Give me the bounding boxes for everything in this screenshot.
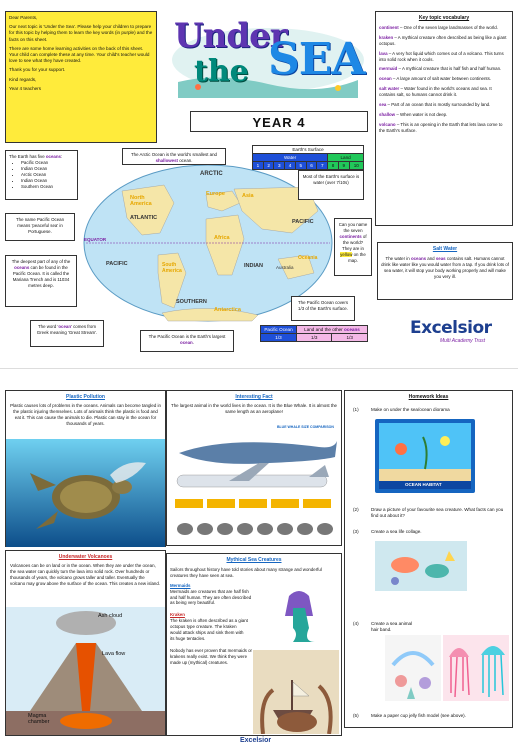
pollution-text: Plastic causes lots of problems in the oceans. Animals can become tangled in the plastic injuring themselves. Lots of animals think the plastic is food and eat it. This can cause the animals to die. Plastic can stay in the ocean for thousands of years.	[10, 402, 161, 426]
logo-name: Excelsior	[410, 318, 492, 338]
pacific-largest-fact: The Pacific Ocean is the Earth's largest ocean.	[140, 330, 234, 352]
continents-question: Can you name the seven continents of the world? They are in yellow on the map.	[334, 218, 372, 276]
map-label-south-america: South America	[162, 262, 182, 274]
pacific-column-label: Pacific Ocean	[261, 326, 297, 334]
surface-cell: 10	[349, 162, 363, 170]
surface-cell: 4	[285, 162, 296, 170]
deepest-fact: The deepest part of any of the oceans can be found in the Pacific Ocean. It is called the Mariana Trench and is 11034 metres deep.	[5, 255, 77, 307]
homework-item: (3) Create a sea life collage.	[353, 529, 422, 534]
pacific-fraction-table	[260, 325, 368, 342]
map-label-atlantic: ATLANTIC	[130, 215, 158, 221]
letter-greeting: Dear Parents,	[9, 15, 38, 20]
map-label-north-america: North America	[130, 195, 152, 208]
homework-title: Homework Ideas	[408, 394, 449, 400]
underwater-volcanoes-box	[5, 550, 166, 736]
surface-cell: 9	[338, 162, 349, 170]
vocab-item: ocean – A large amount of salt water between continents.	[379, 76, 492, 82]
map-label-indian: INDIAN	[244, 263, 263, 269]
excelsior-logo	[410, 318, 500, 352]
vocab-item: sea – Part of an ocean that is mostly surrounded by land.	[379, 102, 491, 108]
vocab-item: kraken – A mythical creature often described as being like a giant octopus.	[379, 34, 507, 46]
fact-title: Interesting Fact	[235, 394, 273, 400]
map-label-europe: Europe	[206, 191, 225, 197]
volcanoes-title: Underwater Volcanoes	[58, 554, 113, 560]
kraken-picture	[253, 650, 339, 734]
surface-table-title: Earth's Surface	[253, 146, 364, 154]
ocean-list-item: • Indian Ocean	[21, 166, 74, 172]
salt-water-box	[377, 242, 513, 300]
pacific-third-fact: The Pacific Ocean covers 1/3 of the Earth's surface.	[291, 296, 355, 321]
surface-cell: 5	[295, 162, 306, 170]
vocab-box	[375, 11, 513, 226]
kraken-text: The kraken is often described as a giant octopus type creature. The kraken would attack ships and sink them with its huge tentacles.	[170, 618, 248, 642]
vocab-item: salt water – Water found in the world's oceans and sea. It contains salt, so humans cannot drink it.	[379, 86, 492, 98]
letter-paragraph-2: There are some home learning activities on the back of this sheet. Your child can complete these at any time. Your child's teacher would love to see what they have created.	[9, 45, 150, 64]
map-label-oceania: Oceania	[298, 255, 318, 261]
ocean-list	[9, 160, 74, 190]
fraction-cell: 1/3	[261, 334, 297, 342]
label-magma-chamber: Magma chamber	[28, 713, 50, 726]
mermaid-art	[263, 588, 333, 644]
sea-collage-photo	[375, 541, 467, 591]
salt-water-text: The water in oceans and seas contains salt. Humans cannot drink like water like you would water from a tap. If you drink lots of sea water, it will stop your body working properly and will make you very ill.	[381, 255, 509, 279]
map-label-asia: Asia	[242, 193, 254, 199]
vocab-title: Key topic vocabulary	[418, 15, 470, 21]
banner-word-the: the	[194, 54, 249, 89]
plastic-pollution-box	[5, 390, 166, 547]
land-oceans-label: Land and the other oceans	[297, 326, 368, 334]
label-lava-flow: Lava flow	[102, 651, 126, 657]
page-fold-divider	[0, 368, 518, 369]
hair-band-art	[385, 635, 441, 701]
parent-letter	[5, 11, 157, 143]
most-surface-fact: Most of the Earth's surface is water (over 7/10s)	[298, 170, 364, 200]
surface-cell: 7	[317, 162, 328, 170]
mermaids-title: Mermaids	[170, 582, 191, 588]
letter-paragraph-3: Thank you for your support.	[9, 67, 66, 73]
map-label-australia: Australia	[276, 265, 294, 270]
homework-item: (2) Draw a picture of your favourite sea creature. What facts can you find out about it?	[353, 507, 504, 519]
map-label-equator: EQUATOR	[84, 237, 107, 242]
vocab-item: continent – One of the seven large landmasses of the world.	[379, 24, 498, 30]
surface-water-label: Water	[253, 154, 328, 162]
turtle-photo	[6, 439, 165, 547]
homework-item: (4) Create a sea animal hair band.	[353, 621, 413, 633]
map-label-southern: SOUTHERN	[176, 299, 207, 305]
map-label-africa: Africa	[214, 235, 230, 241]
hair-band-photo	[385, 635, 441, 701]
homework-item: (1) Make on under the sea/ocean diorama	[353, 407, 450, 412]
earth-surface-table	[252, 145, 364, 170]
kraken-art	[253, 650, 339, 734]
ocean-list-item: • Indian Ocean	[21, 178, 74, 184]
surface-cell: 1	[253, 162, 264, 170]
surface-cell: 2	[263, 162, 274, 170]
myth-title: Mythical Sea Creatures	[226, 557, 282, 563]
mythical-creatures-box	[166, 553, 342, 736]
myth-intro: Sailors throughout history have told stories about many strange and wonderful creatures they have seen at sea.	[170, 566, 322, 578]
banner-word-under: Under	[174, 16, 287, 56]
mermaid-picture	[263, 588, 333, 644]
label-ash-cloud: Ash cloud	[98, 613, 123, 619]
surface-cell: 8	[328, 162, 339, 170]
surface-cell: 6	[306, 162, 317, 170]
title-banner	[168, 12, 368, 98]
year-box: YEAR 4	[190, 111, 368, 132]
jellyfish-model-photo	[443, 635, 509, 701]
ocean-word-origin: The word 'ocean' comes from Greek meaning 'Great Stream'.	[30, 320, 104, 347]
mermaids-text: Mermaids are creatures that are half fish and half human. They are often described as being very beautiful.	[170, 588, 252, 606]
fact-text: The largest animal in the world lives in the ocean. It is the Blue Whale. It is almost the same length as an aeroplane!	[171, 402, 337, 414]
volcano-diagram	[6, 607, 165, 735]
map-label-arctic: ARCTIC	[200, 171, 223, 177]
homework-box	[344, 390, 513, 728]
vocab-list	[379, 25, 509, 134]
vocab-item: lava – A very hot liquid which comes out of a volcano. This turns into solid rock when it cools.	[379, 50, 504, 62]
myth-closing: Nobody has ever proven that mermaids or krakens really exist. We think they were made up (mythical) creatures.	[170, 648, 252, 665]
map-label-pacific-east: PACIFIC	[292, 219, 314, 225]
volcanoes-text: Volcanoes can be on land or in the ocean. When they are under the ocean, the sea water can quickly turn the lava into solid rock. Over hundreds or thousands of years, the volcano grows taller and taller. Eventually the volcano may grow above the surface of the ocean. This creates a new island.	[10, 562, 161, 586]
salt-water-title: Salt Water	[432, 246, 458, 252]
homework-item: (5) Make a paper cup jelly fish model (see above).	[353, 713, 466, 718]
surface-cell: 3	[274, 162, 285, 170]
pacific-name-fact: The name Pacific Ocean means 'peaceful sea' in Portuguese.	[5, 213, 75, 241]
interesting-fact-box	[166, 390, 342, 546]
ocean-list-item: • Arctic Ocean	[21, 172, 74, 178]
five-oceans-lead: The Earth has five oceans:	[9, 154, 63, 159]
whale-comparison-art	[169, 431, 341, 545]
diorama-photo	[375, 419, 475, 493]
ocean-list-item: • Pacific Ocean	[21, 160, 74, 166]
letter-paragraph-1: Our next topic is 'Under the Sea'. Please help your children to prepare for this topic by helping them to learn the key words (in purple) and the facts on this sheet.	[9, 24, 153, 42]
letter-sign-2: Year 4 teachers	[9, 85, 42, 91]
jellyfish-art	[443, 635, 509, 701]
vocab-item: mermaid – A mythical creature that is half fish and half human.	[379, 66, 502, 72]
footer-logo: Excelsior	[240, 737, 272, 744]
vocab-item: shallow – When water is not deep.	[379, 112, 448, 118]
whale-diagram-title: BLUE WHALE SIZE COMPARISON	[277, 425, 334, 429]
pollution-title: Plastic Pollution	[66, 394, 105, 400]
surface-land-label: Land	[328, 154, 364, 162]
map-label-pacific-west: PACIFIC	[106, 261, 128, 267]
five-oceans-box	[5, 150, 78, 200]
fraction-cell: 1/3	[297, 334, 332, 342]
banner-word-sea: SEA	[268, 34, 365, 85]
ocean-list-item: • Southern Ocean	[21, 184, 74, 190]
map-label-antarctica: Antarctica	[214, 307, 241, 313]
logo-subtitle: Multi Academy Trust	[440, 338, 486, 344]
letter-sign-1: Kind regards,	[9, 76, 37, 82]
whale-comparison-diagram	[169, 431, 341, 545]
collage-art	[375, 541, 467, 591]
turtle-photo-art	[6, 439, 165, 547]
arctic-fact: The Arctic Ocean is the world's smallest and shallowest ocean.	[122, 148, 226, 165]
kraken-title: Kraken	[170, 612, 185, 618]
vocab-item: volcano – This is an opening in the Earth that lets lava come to the Earth's surface.	[379, 122, 503, 133]
fraction-cell: 1/3	[332, 334, 368, 342]
diorama-label: OCEAN HABITAT	[405, 482, 442, 487]
